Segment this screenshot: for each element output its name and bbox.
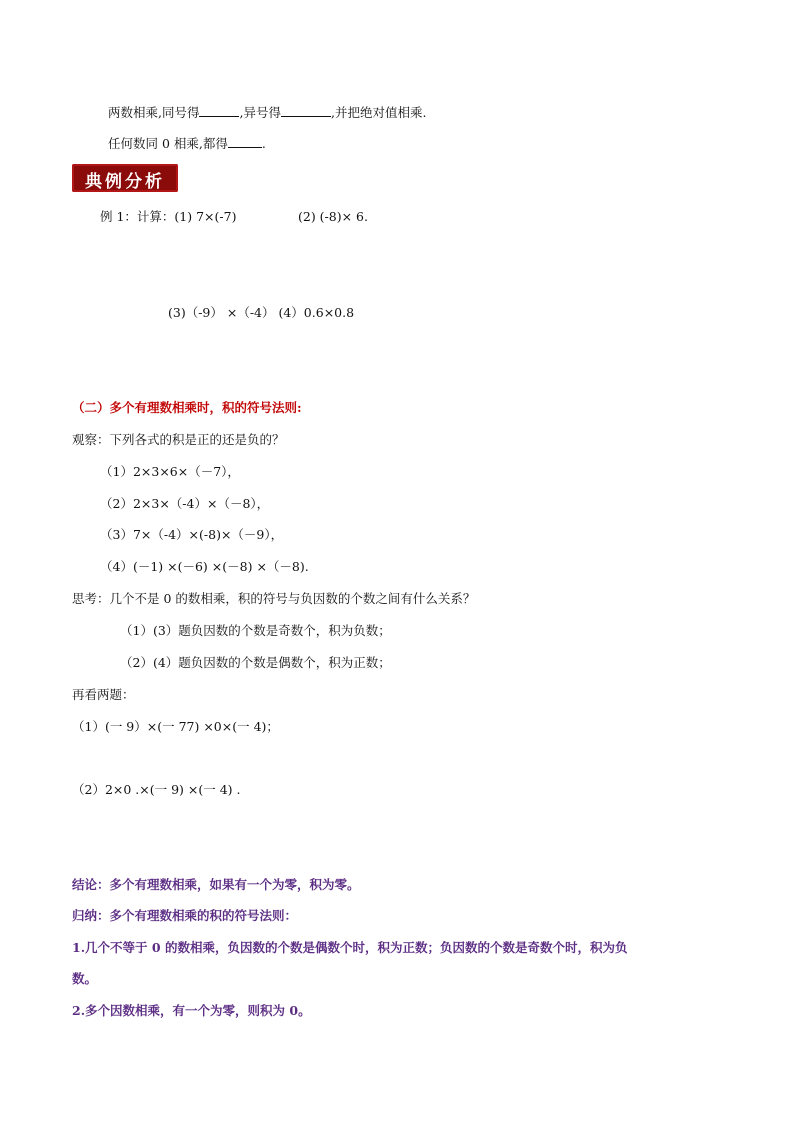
zero-text-a: 任何数同 0 相乘,都得 [108, 136, 228, 151]
example1-label: 例 1：计算：(1) 7×(-7) [100, 209, 237, 224]
example1-item2: (2) (-8)× 6. [298, 209, 368, 224]
zero-sentence [108, 135, 266, 151]
banner-label: 典例分析 [85, 172, 165, 192]
zero-text-b: . [261, 136, 266, 151]
again-prompt: 再看两题： [72, 687, 135, 702]
summary-rule-1: 1.几个不等于 0 的数相乘，负因数的个数是偶数个时，积为正数；负因数的个数是奇数个时，积为负 [72, 940, 628, 955]
example-banner [72, 164, 178, 192]
observe-item-1: （1）2×3×6×（－7）， [100, 464, 240, 479]
rule-text-c: ,并把绝对值相乘. [330, 105, 427, 120]
observe-prompt: 观察：下列各式的积是正的还是负的？ [72, 432, 285, 447]
observe-item-4: （4）(－1) ×(－6) ×(－8) ×（－8). [100, 559, 309, 574]
observe-item-2: （2）2×3×（-4）×（－8）， [100, 496, 270, 511]
observe-item-3: （3）7×（-4）×(-8)×（－9）， [100, 527, 284, 542]
rule-text-a: 两数相乘,同号得 [108, 105, 200, 120]
think-prompt: 思考：几个不是 0 的数相乘，积的符号与负因数的个数之间有什么关系？ [72, 591, 476, 606]
summary-title: 归纳：多个有理数相乘的积的符号法则： [72, 908, 298, 923]
blank-diff-sign [281, 104, 331, 117]
think-answer-1: （1）(3）题负因数的个数是奇数个，积为负数； [120, 623, 391, 638]
rule-text-b: ,异号得 [239, 105, 281, 120]
conclusion-text: 结论：多个有理数相乘，如果有一个为零，积为零。 [72, 877, 360, 892]
think-answer-2: （2）(4）题负因数的个数是偶数个，积为正数； [120, 655, 391, 670]
blank-zero [228, 135, 262, 148]
section2-heading: （二）多个有理数相乘时，积的符号法则: [72, 400, 302, 415]
rule-sentence [108, 104, 426, 120]
again-question-1: （1）(一 9）×(一 77) ×0×(一 4)； [72, 719, 279, 734]
summary-rule-1-cont: 数。 [72, 971, 98, 986]
example1-row2: (3)（-9） ×（-4） (4）0.6×0.8 [168, 305, 355, 320]
summary-rule-2: 2.多个因数相乘，有一个为零，则积为 0。 [72, 1003, 311, 1018]
blank-same-sign [199, 104, 239, 117]
again-question-2: （2）2×0 .×(一 9) ×(一 4) . [72, 782, 241, 797]
